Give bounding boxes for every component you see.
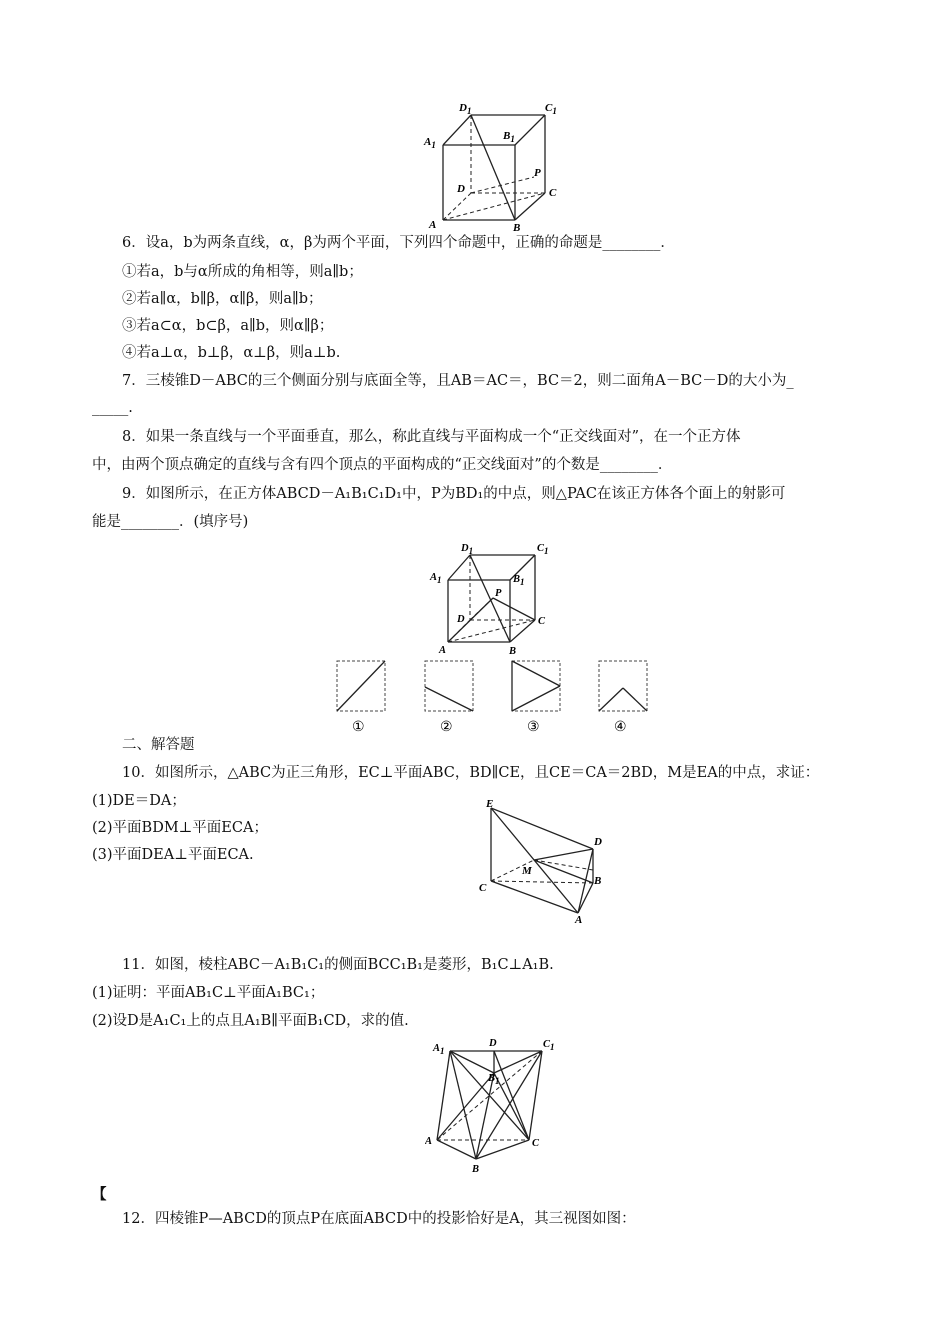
question-10-part: (2)平面BDM⊥平面ECA； bbox=[92, 820, 268, 836]
question-9-line1: 9．如图所示，在正方体ABCD－A₁B₁C₁D₁中，P为BD₁的中点，则△PAC在该正方体各个面上的射影可 bbox=[122, 486, 786, 502]
svg-text:C: C bbox=[549, 187, 557, 199]
option-label: ④ bbox=[614, 720, 627, 735]
question-6-option: ④若a⊥α，b⊥β，α⊥β，则a⊥b. bbox=[122, 345, 341, 361]
svg-text:B: B bbox=[594, 875, 602, 887]
svg-text:M: M bbox=[522, 865, 532, 877]
svg-text:C: C bbox=[538, 616, 546, 627]
svg-text:C1: C1 bbox=[543, 1039, 555, 1052]
svg-text:C1: C1 bbox=[537, 543, 549, 556]
svg-text:C: C bbox=[479, 882, 487, 894]
question-6-option: ①若a，b与α所成的角相等，则a∥b； bbox=[122, 264, 363, 280]
question-8-line2: 中，由两个顶点确定的直线与含有四个顶点的平面构成的“正交线面对”的个数是________． bbox=[92, 457, 673, 473]
question-11-part: (1)证明：平面AB₁C⊥平面A₁BC₁； bbox=[92, 985, 325, 1001]
question-9-line2: 能是________．(填序号) bbox=[92, 514, 249, 530]
triangle-figure-q10 bbox=[478, 795, 608, 925]
question-7-line2: _____. bbox=[92, 400, 133, 416]
svg-text:C1: $C_1$ bbox=[545, 102, 557, 116]
question-6-option: ③若a⊂α，b⊂β，a∥b，则α∥β； bbox=[122, 318, 334, 334]
option-label: ① bbox=[352, 720, 365, 735]
question-12-stem: 12．四棱锥P—ABCD的顶点P在底面ABCD中的投影恰好是A，其三视图如图： bbox=[122, 1211, 636, 1227]
question-10-part: (3)平面DEA⊥平面ECA. bbox=[92, 847, 254, 863]
cube-figure-q9 bbox=[425, 540, 565, 662]
question-10-part: (1)DE＝DA； bbox=[92, 793, 186, 809]
cube-figure-1 bbox=[415, 98, 575, 233]
svg-text:C: C bbox=[532, 1138, 540, 1149]
svg-text:B: B bbox=[513, 222, 521, 233]
question-7-line1: 7．三棱锥D－ABC的三个侧面分别与底面全等，且AB＝AC＝，BC＝2，则二面角A－BC－D的大小为_ bbox=[122, 373, 794, 389]
svg-text:A: A bbox=[425, 1136, 433, 1147]
svg-text:P: P bbox=[534, 167, 541, 179]
svg-text:B: B bbox=[472, 1164, 480, 1175]
question-11-stem: 11．如图，棱柱ABC－A₁B₁C₁的侧面BCC₁B₁是菱形，B₁C⊥A₁B. bbox=[122, 957, 554, 973]
question-11-part: (2)设D是A₁C₁上的点且A₁B∥平面B₁CD，求的值. bbox=[92, 1013, 409, 1029]
svg-text:B1: B1 bbox=[488, 1073, 500, 1086]
svg-text:D: D bbox=[594, 836, 602, 848]
svg-text:D: D bbox=[457, 614, 465, 625]
section-title: 二、解答题 bbox=[122, 737, 195, 753]
projection-options bbox=[330, 658, 660, 738]
svg-text:E: E bbox=[486, 798, 494, 810]
svg-text:A: A bbox=[439, 645, 447, 656]
question-6-stem: 6．设a，b为两条直线，α，β为两个平面，下列四个命题中，正确的命题是________． bbox=[122, 235, 675, 251]
option-label: ② bbox=[440, 720, 453, 735]
option-label: ③ bbox=[527, 720, 540, 735]
svg-text:B: B bbox=[509, 646, 517, 657]
svg-text:B1: B1 bbox=[513, 574, 525, 587]
svg-text:D: D bbox=[489, 1038, 497, 1049]
prism-figure-q11 bbox=[425, 1033, 565, 1175]
svg-text:A1: A1 bbox=[430, 572, 442, 585]
svg-text:D: D bbox=[457, 183, 465, 195]
svg-text:D1: D1 bbox=[461, 543, 474, 556]
question-8-line1: 8．如果一条直线与一个平面垂直，那么，称此直线与平面构成一个“正交线面对”，在一个正方体 bbox=[122, 429, 741, 445]
svg-text:A: A bbox=[575, 914, 583, 925]
svg-text:A1: $A_1$ bbox=[424, 136, 436, 150]
question-6-option: ②若a∥α，b∥β，α∥β，则a∥b； bbox=[122, 291, 323, 307]
question-10-stem: 10．如图所示，△ABC为正三角形，EC⊥平面ABC，BD∥CE，且CE＝CA＝2BD，M是EA的中点，求证： bbox=[122, 765, 820, 781]
svg-text:P: P bbox=[495, 588, 502, 599]
bracket-mark: 【 bbox=[92, 1186, 107, 1203]
svg-text:A: A bbox=[429, 219, 437, 231]
svg-text:A1: A1 bbox=[433, 1043, 445, 1056]
svg-text:D1: $D_1$ bbox=[459, 102, 472, 116]
svg-text:B1: $B_1$ bbox=[503, 130, 515, 144]
